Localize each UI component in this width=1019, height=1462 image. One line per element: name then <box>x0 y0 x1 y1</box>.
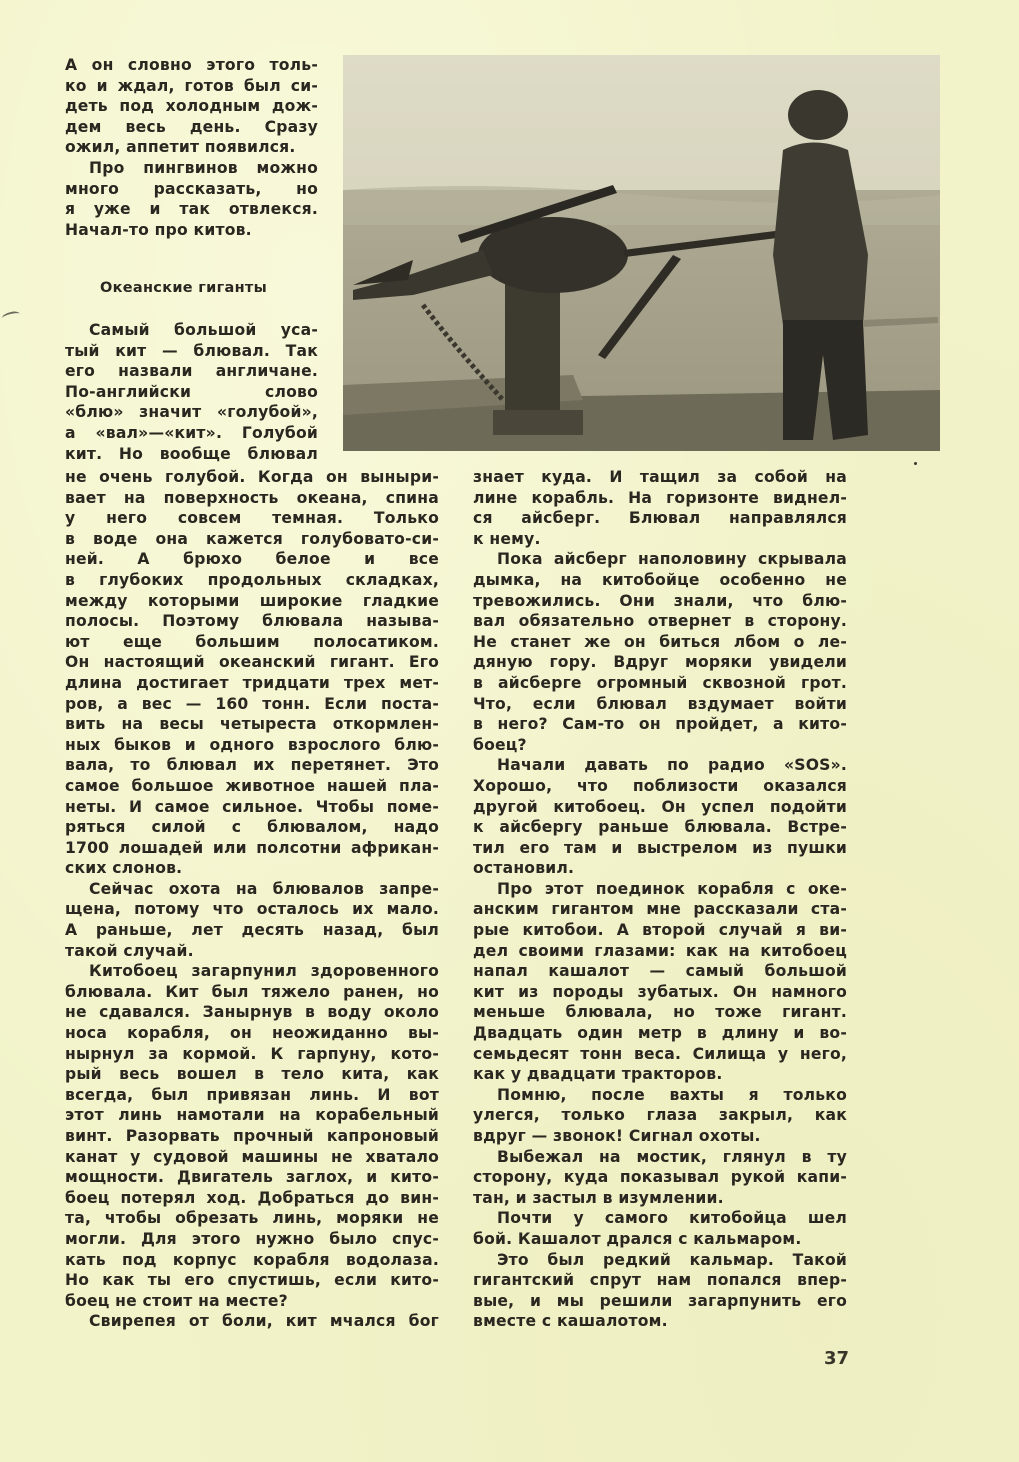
text-line: Свирепея от боли, кит мчался бог <box>89 1312 439 1331</box>
text-line: могли. Для этого нужно было спус- <box>65 1229 439 1248</box>
page-number: 37 <box>824 1348 850 1369</box>
text-line: канат у судовой машины не хватало <box>65 1147 439 1166</box>
text-line: лине корабль. На горизонте виднел- <box>473 488 847 507</box>
text-line: дел своими глазами: как на китобоец <box>473 941 847 960</box>
text-line: этот линь намотали на корабельный <box>65 1106 439 1125</box>
section-heading: Океанские гиганты <box>100 280 268 296</box>
text-line: вместе с кашалотом. <box>473 1312 668 1331</box>
text-line: боец не стоит на месте? <box>65 1291 288 1310</box>
text-line: кать под корпус корабля водолаза. <box>65 1250 439 1269</box>
text-line: много рассказать, но <box>65 179 318 198</box>
text-line: Он настоящий океанский гигант. Его <box>65 653 439 672</box>
right-text-column <box>473 467 847 1332</box>
text-line: не сдавался. Занырнув в воду около <box>65 1003 439 1022</box>
text-line: Почти у самого китобойца шел <box>497 1209 847 1228</box>
text-line: бой. Кашалот дрался с кальмаром. <box>473 1229 802 1248</box>
text-line: в воде она кажется голубовато-си- <box>65 529 439 548</box>
text-line: кит из породы зубатых. Он намного <box>473 982 847 1001</box>
text-line: его назвали англичане. <box>65 362 318 381</box>
text-line: ней. А брюхо белое и все <box>65 550 439 569</box>
text-line: другой китобоец. Он успел подойти <box>473 797 847 816</box>
text-line: сторону, куда показывал рукой капи- <box>473 1168 847 1187</box>
text-line: ко и ждал, готов был си- <box>65 76 318 95</box>
text-line: Что, если блювал вздумает войти <box>473 694 847 713</box>
text-line: у него совсем темная. Только <box>65 509 439 528</box>
text-line: ют еще большим полосатиком. <box>65 632 439 651</box>
text-line: Помню, после вахты я только <box>497 1085 847 1104</box>
text-line: Китобоец загарпунил здоровенного <box>89 962 439 981</box>
text-line: ских слонов. <box>65 859 183 878</box>
text-line: деть под холодным дож- <box>65 97 318 116</box>
text-line: ся айсберг. Блювал направлялся <box>473 509 847 528</box>
text-line: напал кашалот — самый большой <box>473 962 847 981</box>
text-line: винт. Разорвать прочный капроновый <box>65 1127 439 1145</box>
harpoon-photo-illustration <box>343 55 940 451</box>
text-line: «блю» значит «голубой», <box>65 403 318 422</box>
intro-text-column <box>65 55 318 240</box>
text-line: а «вал»—«кит». Голубой <box>65 423 318 442</box>
text-line: как у двадцати тракторов. <box>473 1065 723 1084</box>
text-line: Начал-то про китов. <box>65 220 252 239</box>
text-line: Выбежал на мостик, глянул в ту <box>497 1147 847 1166</box>
text-line: тан, и застыл в изумлении. <box>473 1188 724 1207</box>
text-line: Но как ты его спустишь, если кито- <box>65 1271 439 1290</box>
text-line: в айсберге огромный сквозной грот. <box>473 673 847 692</box>
text-line: тил его там и выстрелом из пушки <box>473 838 847 857</box>
text-line: самое большое животное нашей пла- <box>65 776 439 795</box>
text-line: вает на поверхность океана, спина <box>65 488 439 507</box>
print-speck <box>914 462 917 465</box>
text-line: в глубоких продольных складках, <box>65 570 439 589</box>
text-line: вдруг — звонок! Сигнал охоты. <box>473 1127 761 1145</box>
text-line: полосы. Поэтому блювала называ- <box>65 612 439 631</box>
text-line: не очень голубой. Когда он выныри- <box>65 468 439 486</box>
text-line: в него? Сам-то он пройдет, а кито- <box>473 715 847 734</box>
text-line: гигантский спрут нам попался впер- <box>473 1271 847 1290</box>
text-line: вые, и мы решили загарпунить его <box>473 1291 847 1310</box>
text-line: дымка, на китобойце особенно не <box>473 570 847 589</box>
text-line: я уже и так отвлекся. <box>65 200 318 219</box>
text-line: Не станет же он биться лбом о ле- <box>473 632 847 651</box>
text-line: знает куда. И тащил за собой на <box>473 468 847 486</box>
text-line: тый кит — блювал. Так <box>65 341 318 360</box>
text-line: кит. Но вообще блювал <box>65 444 318 463</box>
photo-harpoon-gun <box>343 55 940 451</box>
text-line: к нему. <box>473 529 541 548</box>
text-line: Про пингвинов можно <box>89 158 318 177</box>
text-line: ожил, аппетит появился. <box>65 138 296 157</box>
text-line: нырнул за кормой. К гарпуну, кото- <box>65 1044 439 1063</box>
text-line: Пока айсберг наполовину скрывала <box>497 550 847 569</box>
text-line: анским гигантом мне рассказали ста- <box>473 900 847 919</box>
text-line: вала, то блювал их перетянет. Это <box>65 756 439 775</box>
text-line: Самый большой уса- <box>89 321 318 339</box>
text-line: блювала. Кит был тяжело ранен, но <box>65 982 439 1001</box>
text-line: тревожились. Они знали, что блю- <box>473 591 847 610</box>
text-line: дем весь день. Сразу <box>65 117 318 136</box>
text-line: А раньше, лет десять назад, был <box>65 921 439 940</box>
left-text-column <box>65 467 439 1332</box>
text-line: Хорошо, что поблизости оказался <box>473 776 847 795</box>
text-line: щена, потому что осталось их мало. <box>65 900 439 919</box>
text-line: вал обязательно отвернет в сторону. <box>473 612 847 631</box>
text-line: Это был редкий кальмар. Такой <box>497 1250 847 1269</box>
text-line: улегся, только глаза закрыл, как <box>473 1106 847 1125</box>
text-line: всегда, был привязан линь. И вот <box>65 1085 439 1104</box>
text-line: такой случай. <box>65 941 194 960</box>
text-line: ряться силой с блювалом, надо <box>65 818 439 837</box>
text-line: вить на весы четыреста откормлен- <box>65 715 439 734</box>
text-line: боец? <box>473 735 527 754</box>
text-line: 1700 лошадей или полсотни африкан- <box>65 838 439 857</box>
text-line: рые китобои. А второй случай я ви- <box>473 921 847 940</box>
text-line: Сейчас охота на блювалов запре- <box>89 879 439 898</box>
text-line: неты. И самое сильное. Чтобы поме- <box>65 797 439 816</box>
text-line: та, чтобы обрезать линь, моряки не <box>65 1209 439 1228</box>
text-line: Про этот поединок корабля с оке- <box>497 879 847 898</box>
text-line: Начали давать по радио «SOS». <box>497 756 847 775</box>
text-line: длина достигает тридцати трех мет- <box>65 673 439 692</box>
section-intro-column <box>65 320 318 464</box>
text-line: меньше блювала, но тоже гигант. <box>473 1003 847 1022</box>
text-line: между которыми широкие гладкие <box>65 591 439 610</box>
text-line: По-английски слово <box>65 382 318 401</box>
text-line: семьдесят тонн веса. Силища у него, <box>473 1044 847 1063</box>
text-line: мощности. Двигатель заглох, и кито- <box>65 1168 439 1187</box>
text-line: ров, а вес — 160 тонн. Если поста- <box>65 694 439 713</box>
text-line: Двадцать один метр в длину и во- <box>473 1024 847 1043</box>
text-line: остановил. <box>473 859 575 878</box>
text-line: ных быков и одного взрослого блю- <box>65 735 439 754</box>
text-line: носа корабля, он неожиданно вы- <box>65 1024 439 1043</box>
text-line: рый весь вошел в тело кита, как <box>65 1065 439 1084</box>
text-line: боец потерял ход. Добраться до вин- <box>65 1188 439 1207</box>
text-line: А он словно этого толь- <box>65 56 318 74</box>
text-line: дяную гору. Вдруг моряки увидели <box>473 653 847 672</box>
text-line: к айсбергу раньше блювала. Встре- <box>473 818 847 837</box>
